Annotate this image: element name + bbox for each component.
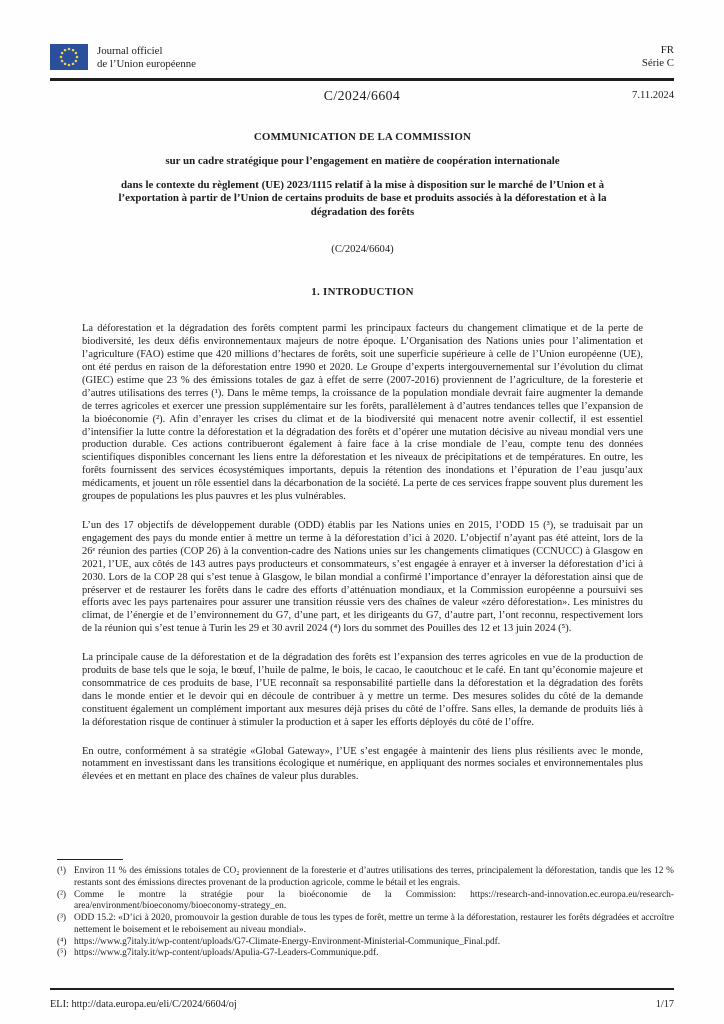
footnote-text: https://www.g7italy.it/wp-content/uploads/Apulia-G7-Leaders-Communique.pdf. — [74, 948, 379, 959]
document-body — [50, 131, 674, 785]
footnote-text: ODD 15.2: «D’ici à 2020, promouvoir la gestion durable de tous les types de forêt, mettre un terme à la déforestation, restaurer les forêts dégradées et accroître nettement le boisement et le reboisement au niveau mondial». — [74, 913, 674, 935]
page-number: 1/17 — [655, 999, 674, 1010]
paragraph-3: La principale cause de la déforestation et de la dégradation des forêts est l’expansion des terres agricoles en vue de la production de produits de base tels que le soja, le bœuf, l’huile de palme, le bois, le cacao, le caoutchouc et le café. En tant qu’économie majeure et consommatrice de ces produits de base, l’UE reconnaît sa responsabilité partielle dans la déforestation et la dégradation des forêts dans le monde entier et le devoir qui en découle de contribuer à y mettre un terme. Des mesures solides du côté de la demande constituent également un complément important aux mesures déjà prises du côté de l’offre. Sans elles, la demande de produits liés à la déforestation risque de continuer à stimuler la production et à saper les efforts déployés du côté de l’offre. — [82, 652, 643, 728]
footnote-marker: (⁴) — [57, 936, 67, 947]
journal-title-line2: de l’Union européenne — [97, 57, 196, 70]
document-subtitle-2: dans le contexte du règlement (UE) 2023/1115 relatif à la mise à disposition sur le marché de l’Union et à l’exportation à partir de l’Union de certains produits de base et produits associés à la déforestation et à la dégradation des forêts — [118, 178, 607, 218]
paragraph-1: La déforestation et la dégradation des forêts comptent parmi les principaux facteurs du changement climatique et de la perte de biodiversité, les deux défis environnementaux majeurs de notre époque. L’Organisation des Nations unies pour l’alimentation et l’agriculture (FAO) estime que 420 millions d’hectares de forêts, soit une superficie supérieure à celle de l’Union européenne (UE), ont été perdus en raison de la déforestation entre 1990 et 2020. Le Groupe d’experts intergouvernemental sur l’évolution du climat (GIEC) estime que 23 % des émissions totales de gaz à effet de serre (2007-2016) proviennent de l’agriculture, de la foresterie et d’autres utilisations des terres (¹). Dans le même temps, la croissance de la population mondiale devrait faire augmenter la demande de terres agricoles et exercer une pression supplémentaire sur les forêts, parallèlement à d’autres tendances telles que l’expansion de la bioéconomie (²). Afin d’enrayer les crises du climat et de la biodiversité qui menacent notre avenir collectif, il est essentiel d’intensifier la lutte contre la déforestation et la dégradation des forêts et d’opérer une mutation décisive au niveau mondial vers une production durable. Ces actions contribueront également à faire face à la crise mondiale de l’eau, compte tenu des données scientifiques disponibles concernant les liens entre la déforestation et les niveaux de précipitations et de températures. En outre, les forêts fournissent des services écosystémiques importants, depuis la rétention des inondations et l’épuration de l’eau jusqu’aux médicaments, et jouent un rôle essentiel dans la décarbonation de la société. La perte de ces services frappe souvent plus durement les groupes de populations les plus pauvres et les plus vulnérables. — [82, 323, 643, 503]
footnote-4 — [57, 937, 674, 949]
footer-divider — [50, 988, 674, 991]
series-label: Série C — [641, 57, 674, 69]
language-code: FR — [660, 44, 674, 56]
page-footer — [50, 988, 674, 1011]
paragraph-2: L’un des 17 objectifs de développement durable (ODD) établis par les Nations unies en 2015, l’ODD 15 (³), se traduisait par un engagement des pays du monde entier à mettre un terme à la déforestation d’ici à 2020. L’objectif n’ayant pas été atteint, lors de la 26ᵉ réunion des parties (COP 26) à la convention-cadre des Nations unies sur les changements climatiques (CCNUCC) à Glasgow en 2021, l’UE, aux côtés de 143 autres pays producteurs et consommateurs, s’est engagée à enrayer et à inverser la déforestation d’ici à 2030. Lors de la COP 28 qui s’est tenue à Glasgow, le bilan mondial a confirmé l’importance d’enrayer la déforestation ainsi que de préserver et de restaurer les forêts dans le cadre des efforts d’atténuation mondiaux, et la Commission européenne a poursuivi ses efforts avec les pays partenaires pour assurer une transition réussie vers des chaînes de valeur «zéro déforestation». Les ministres du climat, de l’énergie et de l’environnement du G7, d’une part, et les dirigeants du G7, d’autre part, l’ont reconnu, respectivement lors de la réunion qui s’est tenue à Turin les 29 et 30 avril 2024 (⁴) lors du sommet des Pouilles des 12 et 13 juin 2024 (⁵). — [82, 519, 643, 635]
header-edition-info — [642, 44, 674, 70]
section-heading-introduction: 1. INTRODUCTION — [311, 286, 414, 299]
document-reference: (C/2024/6604) — [331, 244, 394, 256]
header-divider — [50, 78, 674, 81]
footnote-marker: (⁵) — [57, 948, 67, 959]
journal-title-line1: Journal officiel — [97, 44, 163, 57]
footnote-marker: (¹) — [57, 866, 67, 877]
footnote-3 — [57, 913, 674, 936]
footnote-text: https://www.g7italy.it/wp-content/uploads/G7-Climate-Energy-Environment-Ministerial-Communique_Final.pdf. — [74, 936, 501, 947]
eu-flag-icon — [50, 44, 88, 70]
footnote-1 — [57, 866, 674, 889]
paragraph-4: En outre, conformément à sa stratégie «Global Gateway», l’UE s’est engagée à maintenir des liens plus résilients avec le monde, notamment en investissant dans les transitions écologique et numérique, en appliquant des normes sociales et environnementales plus élevées et en mettant en place des chaînes de valeur plus durables. — [82, 745, 643, 783]
footnote-2 — [57, 890, 674, 913]
document-number: C/2024/6604 — [323, 87, 401, 103]
footnote-text: Comme le montre la stratégie pour la bioéconomie de la Commission: https://research-and-innovation.ec.europa.eu/research-area/environment/bioeconomy/bioeconomy-strategy_en. — [74, 889, 674, 912]
page-header — [50, 44, 674, 106]
eli-identifier: ELI: http://data.europa.eu/eli/C/2024/6604/oj — [50, 999, 237, 1010]
footnotes-section — [57, 859, 674, 960]
footnote-5 — [57, 948, 674, 960]
footnote-marker: (³) — [57, 913, 67, 924]
footnote-marker: (²) — [57, 889, 67, 900]
footnote-divider — [57, 859, 123, 860]
footnote-text: Environ 11 % des émissions totales de CO₂ proviennent de la foresterie et d’autres utilisations des terres, principalement la déforestation, tandis que les 12 % restants sont des émissions directes provenant de la production agricole, comme le bétail et les engrais. — [74, 866, 674, 889]
document-subtitle-1: sur un cadre stratégique pour l’engagement en matière de coopération internationale — [165, 154, 560, 167]
publication-date: 7.11.2024 — [632, 89, 674, 101]
document-title: COMMUNICATION DE LA COMMISSION — [253, 130, 472, 143]
journal-title — [97, 44, 196, 71]
